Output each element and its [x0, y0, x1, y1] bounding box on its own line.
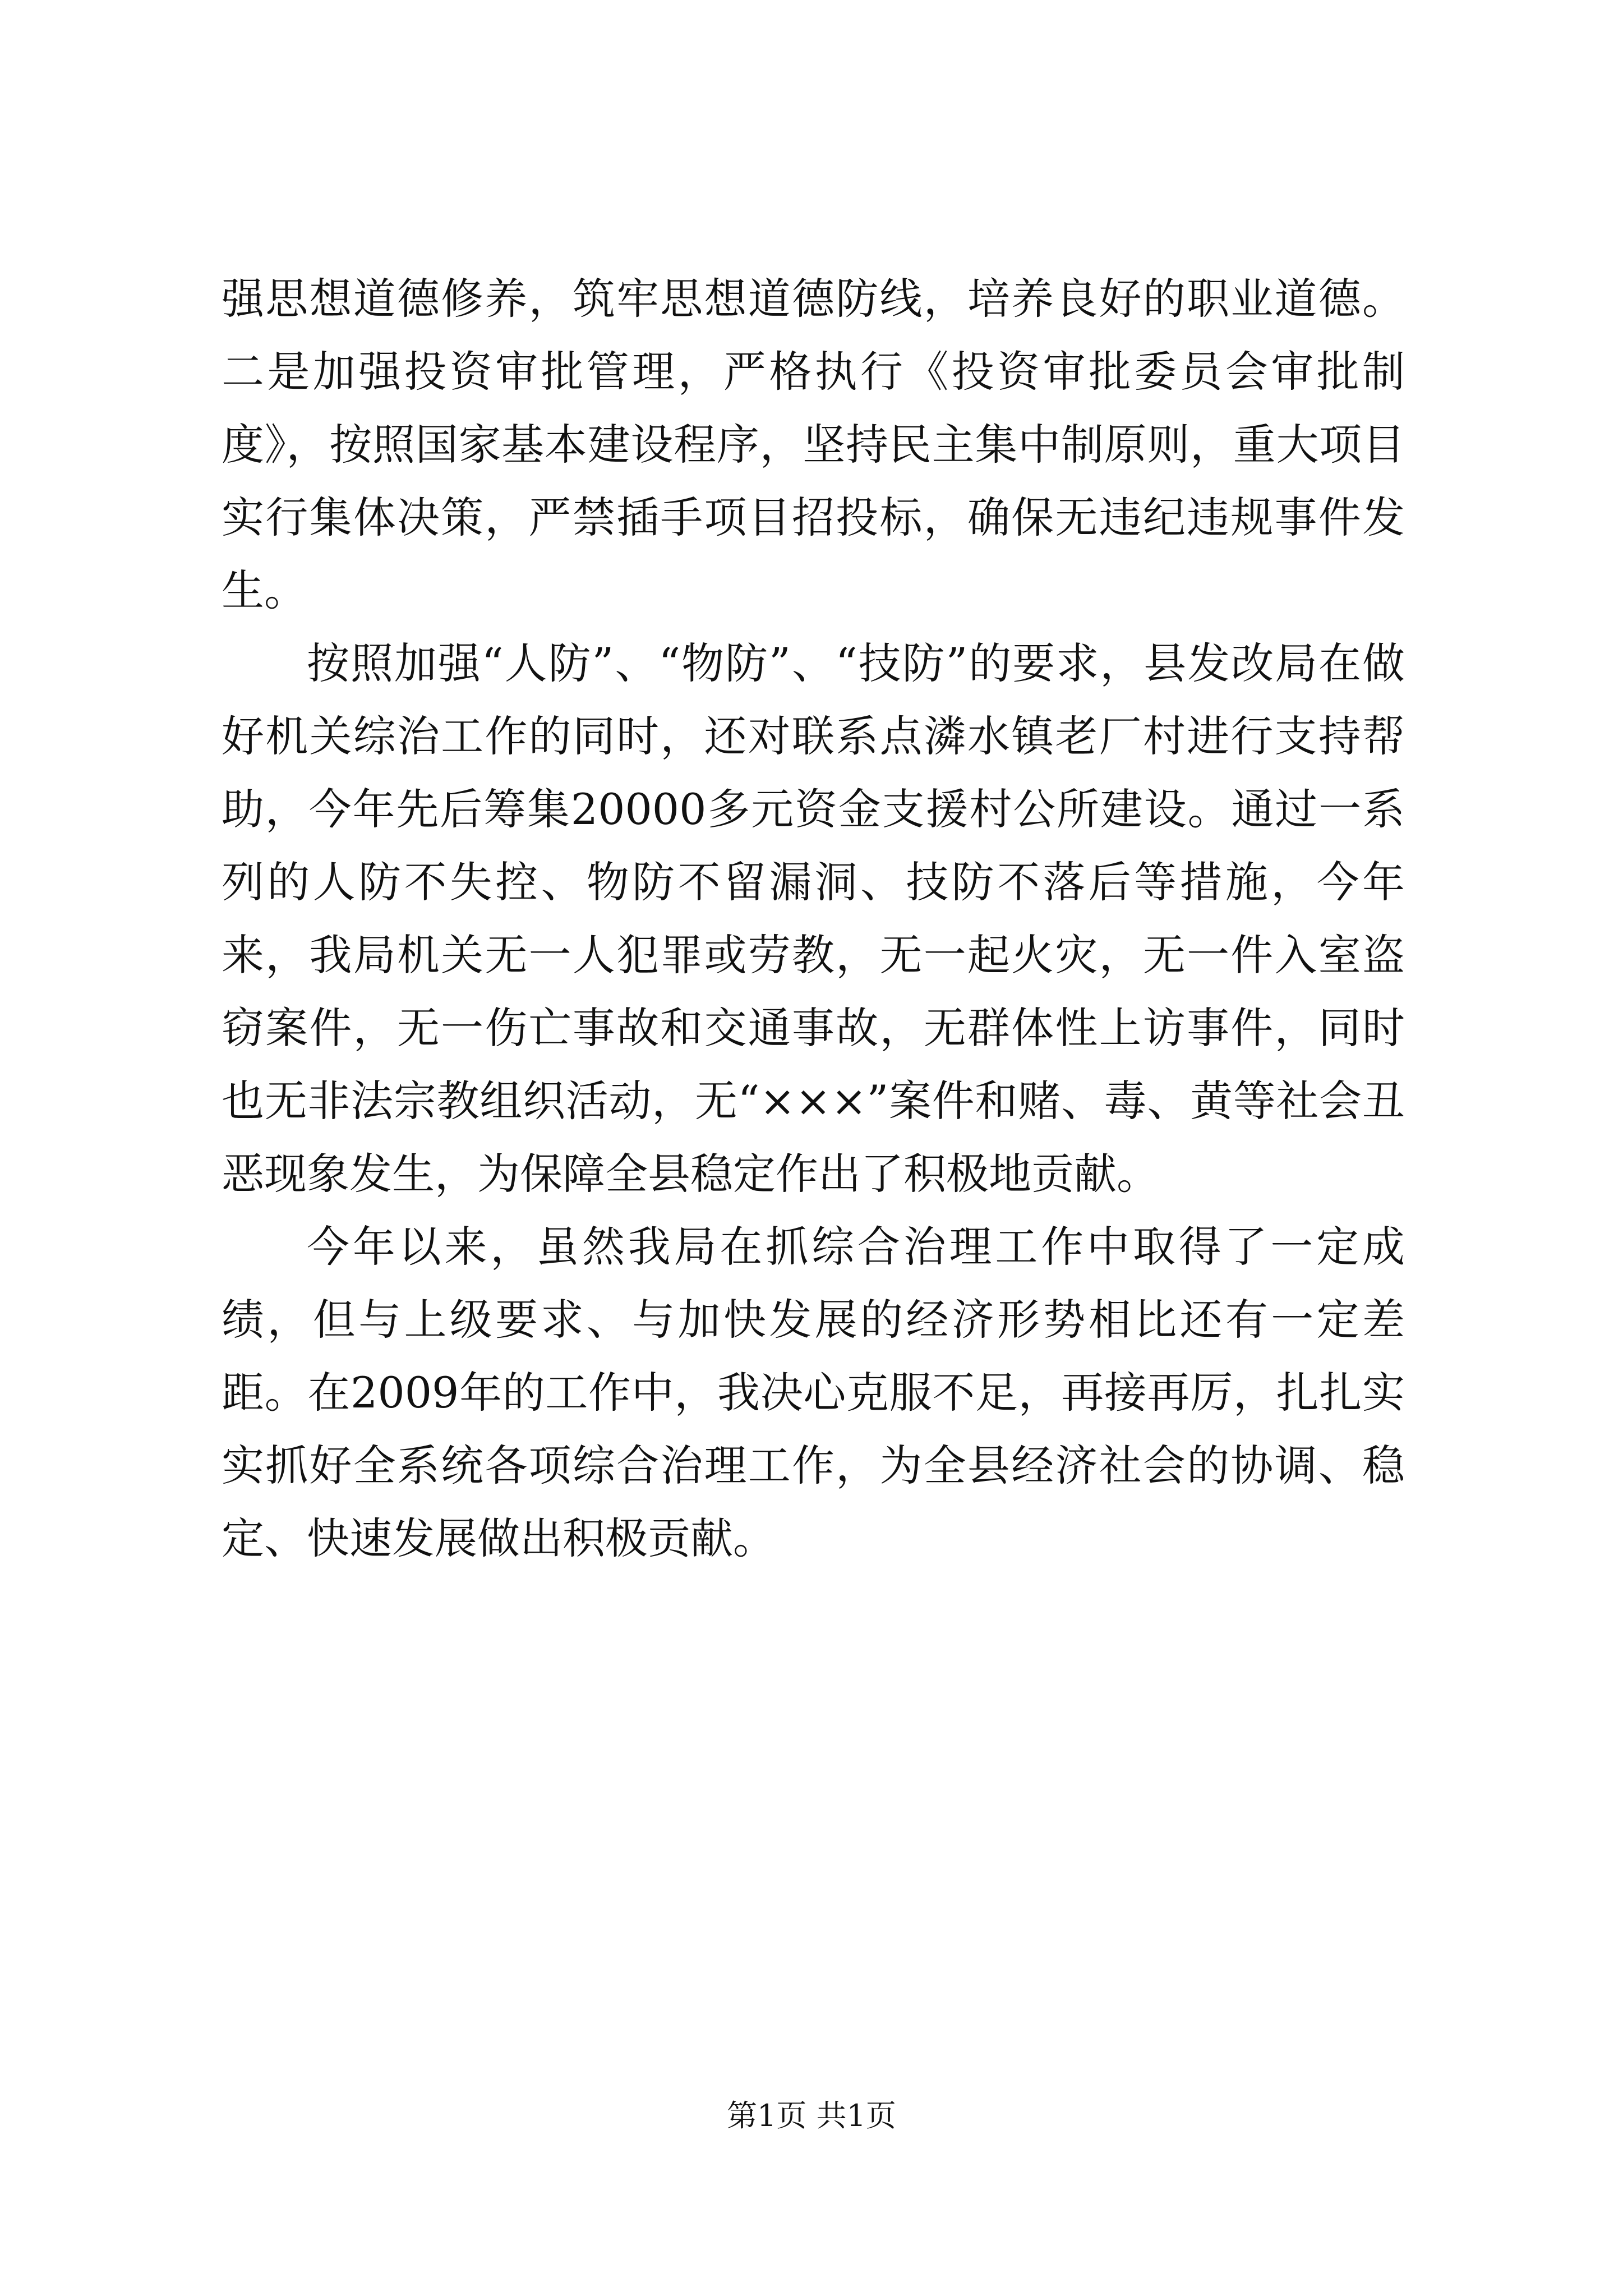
- paragraph-2: 按照加强“人防”、“物防”、“技防”的要求，县发改局在做好机关综治工作的同时，还对联系点潾水镇老厂村进行支持帮助，今年先后筹集20000多元资金支援村公所建设。通过一系列的人防不失控、物防不留漏洞、技防不落后等措施，今年来，我局机关无一人犯罪或劳教，无一起火灾，无一件入室盗窃案件，无一伤亡事故和交通事故，无群体性上访事件，同时也无非法宗教组织活动，无“×××”案件和赌、毒、黄等社会丑恶现象发生，为保障全县稳定作出了积极地贡献。: [222, 638, 1405, 1199]
- document-body: [222, 263, 1405, 1575]
- page-footer: 第1页 共1页: [727, 2098, 896, 2133]
- paragraph-1: 强思想道德修养，筑牢思想道德防线，培养良好的职业道德。二是加强投资审批管理，严格执行《投资审批委员会审批制度》，按照国家基本建设程序，坚持民主集中制原则，重大项目实行集体决策，严禁插手项目招投标，确保无违纪违规事件发生。: [222, 274, 1405, 615]
- paragraph-3: 今年以来，虽然我局在抓综合治理工作中取得了一定成绩，但与上级要求、与加快发展的经济形势相比还有一定差距。在2009年的工作中，我决心克服不足，再接再厉，扎扎实实抓好全系统各项综合治理工作，为全县经济社会的协调、稳定、快速发展做出积极贡献。: [222, 1222, 1405, 1563]
